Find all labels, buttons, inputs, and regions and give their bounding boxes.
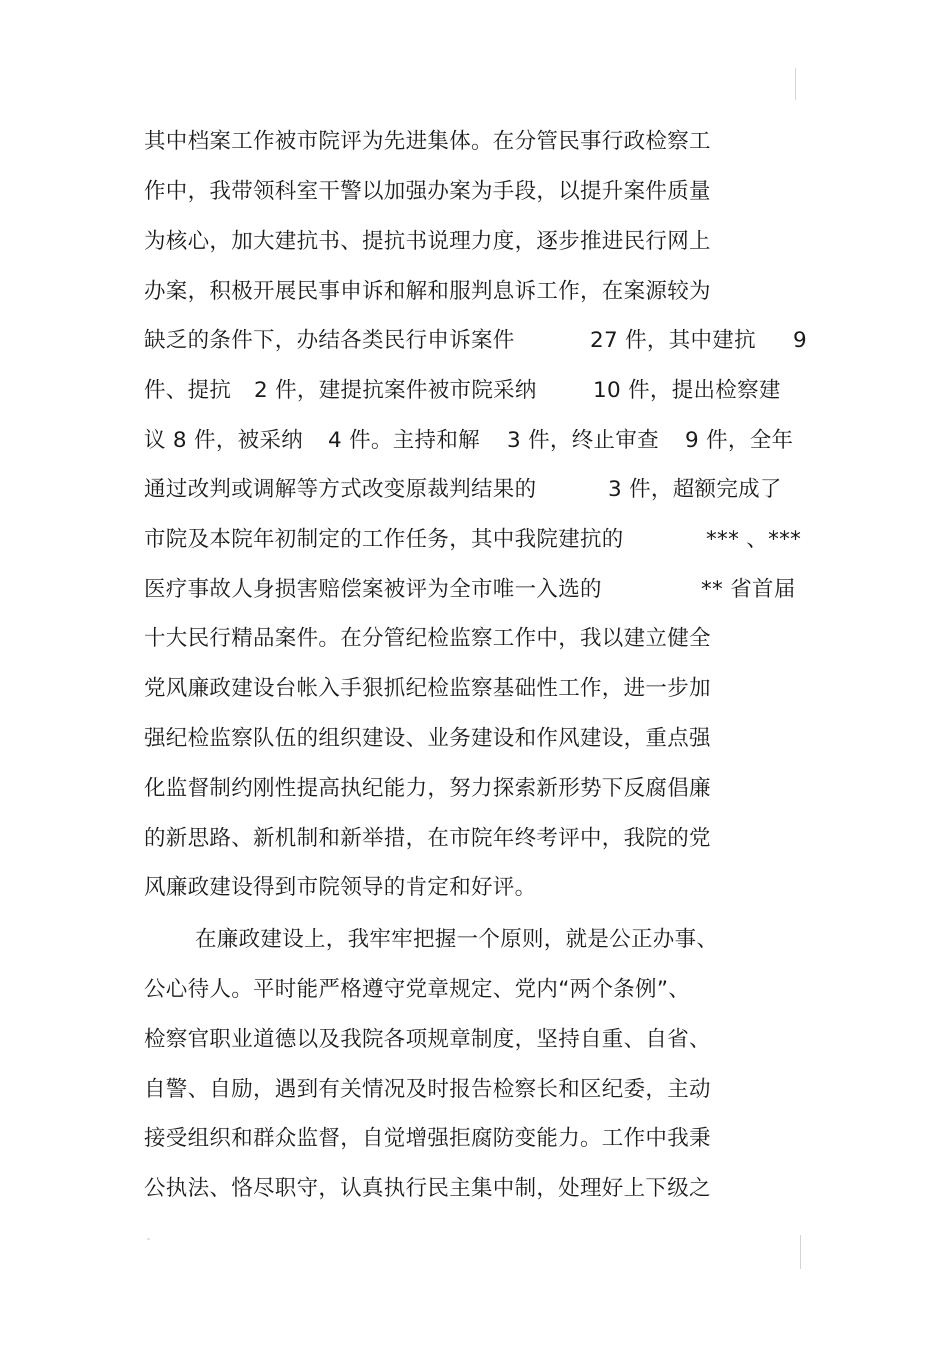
text-line-8-b: 3 件，超额完成了 [608,477,782,502]
text-line-6-a: 件、提抗 [144,378,232,403]
text-line-10-a: 医疗事故人身损害赔偿案被评为全市唯一入选的 [144,577,602,602]
text-line-6 [144,376,781,406]
text-line-6-b: 2 件，建提抗案件被市院采纳 [254,378,537,403]
text-line-12: 党风廉政建设台帐入手狠抓纪检监察基础性工作，进一步加 [144,676,711,701]
text-line-7-c: 3 件，终止审查 [507,428,659,453]
text-line-10-b: ** 省首届 [701,577,796,602]
text-line-20: 自警、自励，遇到有关情况及时报告检察长和区纪委，主动 [144,1077,711,1102]
text-line-5-b: 27 件，其中建抗 [590,328,756,353]
text-line-3: 为核心，加大建抗书、提抗书说理力度，逐步推进民行网上 [144,229,711,254]
text-line-4: 办案，积极开展民事申诉和解和服判息诉工作，在案源较为 [144,279,711,304]
text-line-5-a: 缺乏的条件下，办结各类民行申诉案件 [144,328,515,353]
text-line-17: 在廉政建设上，我牢牢把握一个原则，就是公正办事、 [195,927,719,952]
text-line-9-b: *** 、*** [706,527,802,552]
text-line-7-a: 议 8 件，被采纳 [144,428,304,453]
text-line-8 [144,475,782,505]
text-line-9 [144,525,802,555]
text-line-14: 化监督制约刚性提高执纪能力，努力探索新形势下反腐倡廉 [144,776,711,801]
text-line-8-a: 通过改判或调解等方式改变原裁判结果的 [144,477,537,502]
page-edge-mark-bottom [800,1235,801,1269]
text-line-10 [144,575,796,605]
text-line-7-d: 9 件，全年 [685,428,794,453]
text-line-18: 公心待人。平时能严格遵守党章规定、党内“两个条例”、 [144,977,691,1002]
text-line-6-c: 10 件，提出检察建 [593,378,781,403]
text-line-22: 公执法、恪尽职守，认真执行民主集中制，处理好上下级之 [144,1176,711,1201]
text-line-19: 检察官职业道德以及我院各项规章制度，坚持自重、自省、 [144,1027,711,1052]
text-line-5 [144,326,807,356]
text-line-9-a: 市院及本院年初制定的工作任务，其中我院建抗的 [144,527,624,552]
text-line-21: 接受组织和群众监督，自觉增强拒腐防变能力。工作中我秉 [144,1126,711,1151]
text-line-5-c: 9 [793,328,807,353]
page-edge-mark-top [795,68,796,100]
text-line-7-b: 4 件。主持和解 [328,428,480,453]
scan-speck [147,1238,150,1240]
text-line-1: 其中档案工作被市院评为先进集体。在分管民事行政检察工 [144,129,711,154]
text-line-11: 十大民行精品案件。在分管纪检监察工作中，我以建立健全 [144,626,711,651]
text-line-16: 风廉政建设得到市院领导的肯定和好评。 [144,875,537,900]
text-line-7 [144,426,794,456]
text-line-2: 作中，我带领科室干警以加强办案为手段，以提升案件质量 [144,179,711,204]
text-line-15: 的新思路、新机制和新举措，在市院年终考评中，我院的党 [144,826,711,851]
text-line-13: 强纪检监察队伍的组织建设、业务建设和作风建设，重点强 [144,726,711,751]
